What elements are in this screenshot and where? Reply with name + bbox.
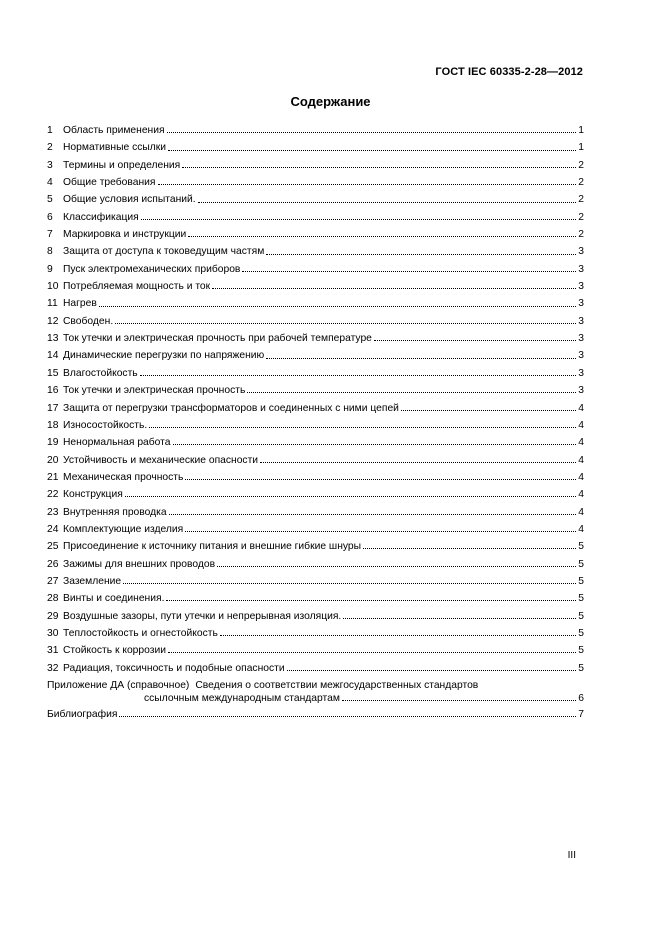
toc-entry-page: 7 (578, 709, 584, 720)
toc-entry-page: 4 (578, 523, 584, 535)
toc-entry-number: 10 (47, 281, 59, 293)
dot-leader (182, 167, 576, 168)
toc-entry-21[interactable] (47, 469, 584, 486)
toc-entry-label: Классификация (63, 211, 139, 223)
dot-leader (168, 150, 576, 151)
dot-leader (158, 184, 577, 185)
toc-entry-24[interactable] (47, 521, 584, 538)
toc-entry-23[interactable] (47, 504, 584, 521)
dot-leader (198, 202, 576, 203)
toc-entry-page: 3 (578, 281, 584, 293)
toc-entry-page: 5 (578, 610, 584, 622)
toc-entry-number: 27 (47, 575, 59, 587)
toc-entry-label: Винты и соединения. (63, 593, 165, 605)
toc-entry-page: 3 (578, 263, 584, 275)
toc-entry-number: 2 (47, 142, 53, 154)
toc-entry-page: 5 (578, 593, 584, 605)
dot-leader (220, 635, 576, 636)
toc-entry-page: 2 (578, 159, 584, 171)
dot-leader (140, 375, 576, 376)
toc-entry-number: 15 (47, 367, 59, 379)
toc-entry-17[interactable] (47, 400, 584, 417)
toc-entry-1[interactable] (47, 122, 584, 139)
dot-leader (266, 254, 576, 255)
toc-entry-number: 19 (47, 437, 59, 449)
dot-leader (167, 132, 576, 133)
toc-entry-number: 9 (47, 263, 53, 275)
toc-entry-10[interactable] (47, 278, 584, 295)
toc-entry-19[interactable] (47, 434, 584, 451)
toc-entry-number: 17 (47, 402, 59, 414)
toc-entry-number: 6 (47, 211, 53, 223)
dot-leader (99, 306, 576, 307)
dot-leader (188, 236, 576, 237)
toc-entry-11[interactable] (47, 295, 584, 312)
toc-entry-page: 4 (578, 506, 584, 518)
toc-entry-label: Общие требования (63, 177, 156, 189)
toc-entry-page: 4 (578, 419, 584, 431)
toc-entry-label: Ток утечки и электрическая прочность (63, 385, 246, 397)
toc-entry-number: 25 (47, 541, 59, 553)
toc-entry-number: 29 (47, 610, 59, 622)
dot-leader (287, 670, 576, 671)
toc-entry-page: 3 (578, 298, 584, 310)
toc-entry-27[interactable] (47, 573, 584, 590)
dot-leader (343, 618, 576, 619)
toc-entry-page: 3 (578, 246, 584, 258)
toc-entry-15[interactable] (47, 365, 584, 382)
annex-title-line2 (47, 692, 584, 705)
toc-entry-label: Нормативные ссылки (63, 142, 167, 154)
toc-entry-16[interactable] (47, 382, 584, 399)
dot-leader (185, 531, 576, 532)
toc-entry-label: Нагрев (63, 298, 97, 310)
toc-entry-label: Заземление (63, 575, 122, 587)
toc-entry-number: 8 (47, 246, 53, 258)
toc-entry-label: Зажимы для внешних проводов (63, 558, 216, 570)
dot-leader (212, 288, 576, 289)
toc-entry-25[interactable] (47, 538, 584, 555)
toc-entry-page: 4 (578, 402, 584, 414)
toc-entry-22[interactable] (47, 486, 584, 503)
toc-entry-6[interactable] (47, 209, 584, 226)
dot-leader (260, 462, 576, 463)
toc-entry-page: 5 (578, 645, 584, 657)
toc-entry-13[interactable] (47, 330, 584, 347)
toc-entry-number: 3 (47, 159, 53, 171)
toc-entry-12[interactable] (47, 313, 584, 330)
toc-entry-page: 4 (578, 437, 584, 449)
toc-entry-label: Пуск электромеханических приборов (63, 263, 241, 275)
toc-entry-number: 18 (47, 419, 59, 431)
page-number-roman: III (567, 850, 576, 861)
toc-entry-2[interactable] (47, 139, 584, 156)
annex-prefix: Приложение ДА (справочное) (47, 680, 190, 691)
toc-entry-label: Ненормальная работа (63, 437, 171, 449)
toc-entry-page: 5 (578, 627, 584, 639)
toc-entry-number: 21 (47, 471, 59, 483)
toc-entry-number: 31 (47, 645, 59, 657)
toc-entry-label: Внутренняя проводка (63, 506, 167, 518)
toc-entry-page: 5 (578, 558, 584, 570)
toc-entry-page: 3 (578, 333, 584, 345)
dot-leader (141, 219, 576, 220)
toc-entry-label: Воздушные зазоры, пути утечки и непрерывная изоляция. (63, 610, 342, 622)
toc-entry-page: 3 (578, 385, 584, 397)
toc-entry-number: 20 (47, 454, 59, 466)
toc-entry-page: 4 (578, 489, 584, 501)
toc-entry-number: 5 (47, 194, 53, 206)
toc-entry-page: 5 (578, 662, 584, 674)
toc-entry-20[interactable] (47, 452, 584, 469)
toc-title: Содержание (290, 94, 371, 109)
toc-entry-page: 2 (578, 177, 584, 189)
toc-entry-number: 22 (47, 489, 59, 501)
toc-entry-28[interactable] (47, 590, 584, 607)
dot-leader (363, 548, 576, 549)
toc-entry-number: 7 (47, 229, 53, 241)
toc-entry-label: Влагостойкость (63, 367, 138, 379)
toc-entry-page: 6 (578, 693, 584, 704)
toc-entry-bibliography[interactable] (47, 706, 584, 723)
toc-entry-page: 2 (578, 229, 584, 241)
toc-entry-number: 1 (47, 125, 53, 136)
dot-leader (266, 358, 576, 359)
toc-entry-label: Радиация, токсичность и подобные опасности (63, 662, 285, 674)
toc-entry-label: Свободен. (63, 315, 114, 327)
dot-leader (119, 716, 576, 717)
toc-entry-label: Устойчивость и механические опасности (63, 454, 259, 466)
dot-leader (169, 514, 576, 515)
toc-entry-9[interactable] (47, 261, 584, 278)
toc-entry-number: 12 (47, 315, 59, 327)
toc-entry-label: Общие условия испытаний. (63, 194, 196, 206)
toc-entry-29[interactable] (47, 608, 584, 625)
toc-entry-page: 3 (578, 350, 584, 362)
toc-entry-page: 1 (578, 142, 584, 154)
dot-leader (185, 479, 576, 480)
dot-leader (123, 583, 576, 584)
toc-entry-label: Потребляемая мощность и ток (63, 281, 211, 293)
toc-entry-32[interactable] (47, 660, 584, 677)
toc-entry-30[interactable] (47, 625, 584, 642)
toc-entry-label: Защита от перегрузки трансформаторов и соединенных с ними цепей (63, 402, 399, 414)
toc-entry-page: 1 (578, 125, 584, 136)
toc-entry-page: 2 (578, 211, 584, 223)
dot-leader (374, 340, 576, 341)
toc-entry-number: 30 (47, 627, 59, 639)
annex-title-line1 (47, 679, 584, 692)
dot-leader (217, 566, 576, 567)
toc-entry-page: 3 (578, 315, 584, 327)
standard-code-header: ГОСТ IEC 60335-2-28—2012 (435, 66, 583, 78)
toc-entry-label: Механическая прочность (63, 471, 184, 483)
toc-entry-31[interactable] (47, 642, 584, 659)
toc-entry-14[interactable] (47, 347, 584, 364)
dot-leader (125, 496, 576, 497)
toc-entry-number: 32 (47, 662, 59, 674)
toc-entry-number: 28 (47, 593, 59, 605)
toc-entry-label: Термины и определения (63, 159, 181, 171)
toc-entry-label: Динамические перегрузки по напряжению (63, 350, 265, 362)
toc-entry-label: Присоединение к источнику питания и внешние гибкие шнуры (63, 541, 362, 553)
toc-entry-label: Ток утечки и электрическая прочность при рабочей температуре (63, 333, 372, 345)
annex-title-text2: ссылочным международным стандартам (144, 693, 340, 704)
toc-entry-label: Библиография (47, 709, 118, 720)
toc-entry-number: 13 (47, 333, 59, 345)
toc-entry-number: 11 (47, 298, 58, 310)
toc-entry-4[interactable] (47, 174, 584, 191)
toc-entry-label: Теплостойкость и огнестойкость (63, 627, 218, 639)
toc-entry-number: 4 (47, 177, 53, 189)
toc-entry-number: 24 (47, 523, 59, 535)
toc-entry-3[interactable] (47, 157, 584, 174)
toc-entry-label: Конструкция (63, 489, 123, 501)
toc-entry-number: 14 (47, 350, 59, 362)
annex-title-text1: Сведения о соответствии межгосударственных стандартов (195, 680, 479, 691)
table-of-contents (47, 122, 584, 723)
toc-entry-annex[interactable] (47, 679, 584, 706)
toc-entry-8[interactable] (47, 243, 584, 260)
dot-leader (342, 700, 576, 701)
toc-entry-page: 5 (578, 541, 584, 553)
toc-entry-page: 2 (578, 194, 584, 206)
toc-entry-label: Износостойкость. (63, 419, 148, 431)
dot-leader (247, 392, 576, 393)
dot-leader (168, 652, 576, 653)
toc-entry-7[interactable] (47, 226, 584, 243)
toc-entry-18[interactable] (47, 417, 584, 434)
toc-entry-page: 5 (578, 575, 584, 587)
toc-entry-label: Комплектующие изделия (63, 523, 184, 535)
toc-entry-page: 3 (578, 367, 584, 379)
toc-entry-5[interactable] (47, 191, 584, 208)
dot-leader (115, 323, 576, 324)
dot-leader (242, 271, 576, 272)
toc-entry-label: Защита от доступа к токоведущим частям (63, 246, 265, 258)
toc-entry-label: Маркировка и инструкции (63, 229, 187, 241)
dot-leader (166, 600, 576, 601)
dot-leader (173, 444, 576, 445)
toc-entry-page: 4 (578, 454, 584, 466)
toc-entry-number: 23 (47, 506, 59, 518)
toc-entry-label: Область применения (63, 125, 165, 136)
dot-leader (401, 410, 576, 411)
toc-entry-number: 16 (47, 385, 59, 397)
toc-entry-number: 26 (47, 558, 59, 570)
toc-entry-26[interactable] (47, 556, 584, 573)
toc-entry-page: 4 (578, 471, 584, 483)
dot-leader (149, 427, 576, 428)
toc-entry-label: Стойкость к коррозии (63, 645, 166, 657)
